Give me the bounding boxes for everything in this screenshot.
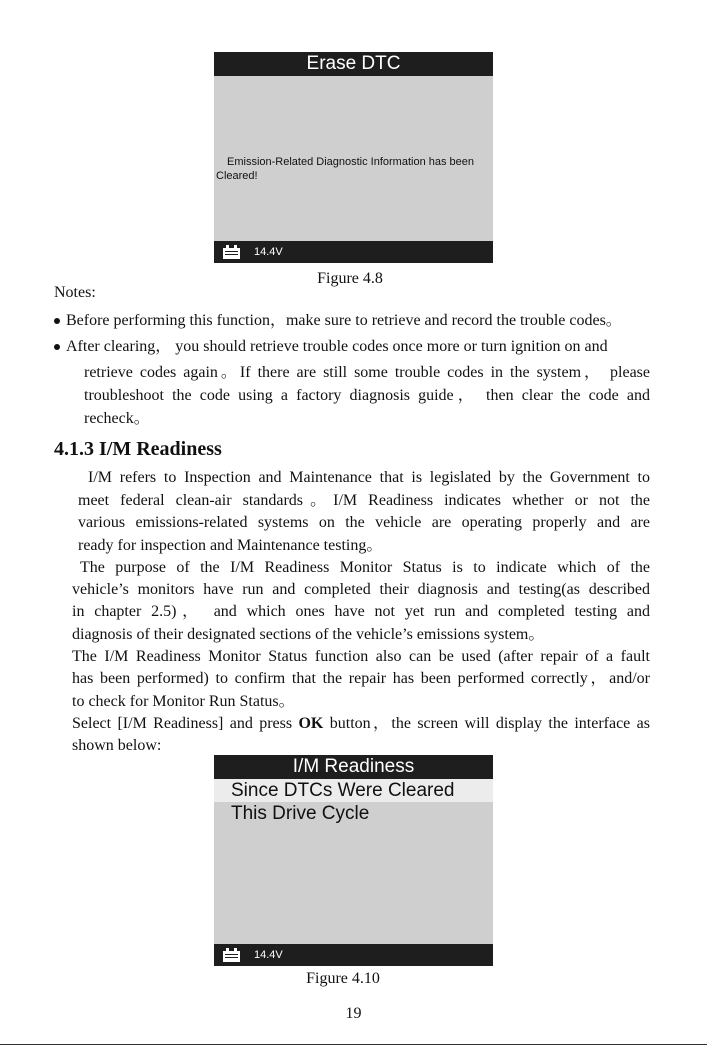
note-text: After clearing， you should retrieve trouble codes once more or turn ignition on and	[66, 338, 608, 355]
status-bar	[214, 944, 493, 966]
im-readiness-screen	[214, 755, 493, 966]
bullet-icon	[54, 344, 60, 350]
notes-label: Notes:	[54, 284, 96, 301]
paragraph-line: vehicle’s monitors have run and completed their diagnosis and testing(as described	[72, 581, 650, 598]
note-text-line: recheck。	[84, 410, 150, 427]
figure-caption: Figure 4.8	[317, 270, 383, 287]
paragraph-text: button，the screen will display the interface as	[323, 715, 650, 732]
paragraph-line: has been performed) to confirm that the repair has been performed correctly，and/or	[72, 670, 650, 687]
note-text-line: troubleshoot the code using a factory diagnosis guide， then clear the code and	[84, 387, 650, 404]
note-bullet-1	[54, 307, 654, 330]
section-heading: 4.1.3 I/M Readiness	[54, 438, 222, 460]
voltage-readout: 14.4V	[254, 949, 283, 961]
paragraph-line: to check for Monitor Run Status。	[72, 693, 295, 710]
voltage-readout: 14.4V	[254, 246, 283, 258]
paragraph-line	[72, 713, 650, 736]
paragraph-line: The purpose of the I/M Readiness Monitor Status is to indicate which of the	[80, 559, 650, 576]
figure-caption: Figure 4.10	[306, 970, 380, 987]
screen-title: I/M Readiness	[214, 755, 493, 779]
erase-dtc-screen	[214, 52, 493, 263]
paragraph-line: shown below:	[72, 737, 162, 754]
menu-item-since-dtcs-cleared[interactable]: Since DTCs Were Cleared	[214, 779, 493, 802]
battery-icon	[223, 948, 240, 962]
status-bar	[214, 241, 493, 263]
paragraph-line: diagnosis of their designated sections of the vehicle’s emissions system。	[72, 626, 545, 643]
menu-item-this-drive-cycle[interactable]: This Drive Cycle	[231, 803, 370, 824]
ok-key-label: OK	[298, 715, 324, 732]
note-bullet-2	[54, 333, 654, 356]
paragraph-line: various emissions-related systems on the vehicle are operating properly and are	[78, 514, 650, 531]
paragraph-line: in chapter 2.5)， and which ones have not yet run and completed testing and	[72, 603, 650, 620]
paragraph-line: The I/M Readiness Monitor Status function also can be used (after repair of a fault	[72, 648, 650, 665]
screen-title: Erase DTC	[214, 52, 493, 76]
battery-icon	[223, 245, 240, 259]
paragraph-line: ready for inspection and Maintenance testing。	[78, 537, 383, 554]
footer-divider	[0, 1044, 707, 1045]
note-text-line: retrieve codes again。If there are still some trouble codes in the system， please	[84, 364, 650, 381]
paragraph-text: Select [I/M Readiness] and press	[72, 715, 299, 732]
paragraph-line: meet federal clean-air standards。I/M Readiness indicates whether or not the	[78, 492, 650, 509]
note-text: Before performing this function，make sure to retrieve and record the trouble codes。	[66, 312, 622, 329]
page-number: 19	[345, 1005, 362, 1022]
paragraph-line: I/M refers to Inspection and Maintenance that is legislated by the Government to	[88, 469, 650, 486]
cleared-message: Emission-Related Diagnostic Information has been Cleared!	[216, 156, 475, 182]
bullet-icon	[54, 318, 60, 324]
